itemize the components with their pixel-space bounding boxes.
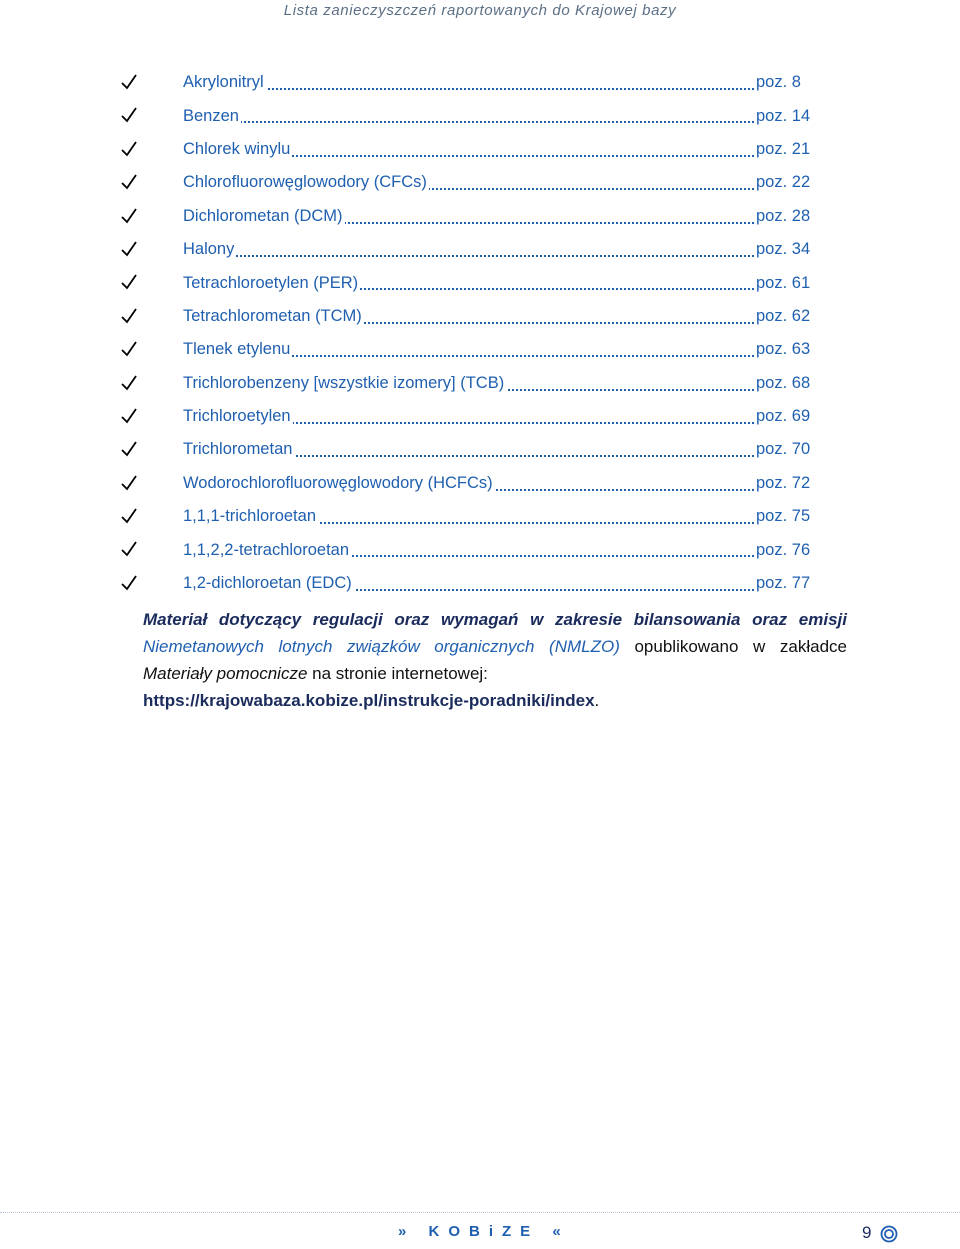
checkmark-icon <box>120 474 138 492</box>
toc-entry-page: poz. 68 <box>756 373 811 392</box>
footer-divider <box>0 1212 960 1213</box>
toc-entry-page: poz. 34 <box>756 240 811 259</box>
kobize-logo-icon <box>880 1225 898 1243</box>
toc-entry[interactable] <box>120 433 820 466</box>
toc-entry-page: poz. 22 <box>756 173 811 192</box>
toc-entry-page: poz. 61 <box>756 273 811 292</box>
checkmark-icon <box>120 507 138 525</box>
toc-leader-dots <box>183 255 758 257</box>
toc-entry[interactable] <box>120 166 820 199</box>
toc-entry[interactable] <box>120 533 820 566</box>
toc-entry-label: Halony <box>183 240 235 259</box>
toc-entry[interactable] <box>120 333 820 366</box>
toc-entry-label: Dichlorometan (DCM) <box>183 206 343 225</box>
toc-entry-page: poz. 70 <box>756 440 811 459</box>
toc-entry-label: 1,1,1-trichloroetan <box>183 507 316 526</box>
checkmark-icon <box>120 307 138 325</box>
checkmark-icon <box>120 407 138 425</box>
toc-list <box>120 66 820 600</box>
toc-entry[interactable] <box>120 266 820 299</box>
note-tab-name: Materiały pomocnicze <box>143 664 308 683</box>
toc-entry[interactable] <box>120 66 820 99</box>
toc-entry-page: poz. 21 <box>756 139 811 158</box>
toc-entry-page: poz. 76 <box>756 540 811 559</box>
toc-entry-label: Trichlorometan <box>183 440 293 459</box>
toc-entry[interactable] <box>120 467 820 500</box>
toc-entry-label: Trichlorobenzeny [wszystkie izomery] (TCB) <box>183 373 505 392</box>
checkmark-icon <box>120 106 138 124</box>
toc-entry-page: poz. 72 <box>756 473 811 492</box>
toc-entry-page: poz. 75 <box>756 507 811 526</box>
checkmark-icon <box>120 374 138 392</box>
info-paragraph <box>143 606 847 714</box>
checkmark-icon <box>120 140 138 158</box>
toc-entry[interactable] <box>120 99 820 132</box>
toc-entry-page: poz. 69 <box>756 407 811 426</box>
toc-entry-label: Akrylonitryl <box>183 73 264 92</box>
toc-entry[interactable] <box>120 233 820 266</box>
checkmark-icon <box>120 574 138 592</box>
toc-entry-label: Tlenek etylenu <box>183 340 291 359</box>
page-number: 9 <box>862 1223 872 1242</box>
toc-entry-label: Chlorek winylu <box>183 139 291 158</box>
note-text-end: na stronie internetowej: <box>307 664 488 683</box>
toc-entry[interactable] <box>120 567 820 600</box>
toc-leader-dots <box>183 121 758 123</box>
toc-entry-page: poz. 63 <box>756 340 811 359</box>
checkmark-icon <box>120 173 138 191</box>
toc-entry-page: poz. 77 <box>756 574 811 593</box>
toc-entry-label: Chlorofluorowęglowodory (CFCs) <box>183 173 427 192</box>
checkmark-icon <box>120 273 138 291</box>
toc-entry-label: 1,1,2,2-tetrachloroetan <box>183 540 350 559</box>
note-period: . <box>594 691 600 710</box>
toc-entry-page: poz. 8 <box>756 73 801 92</box>
checkmark-icon <box>120 440 138 458</box>
toc-entry[interactable] <box>120 400 820 433</box>
toc-entry-page: poz. 62 <box>756 306 811 325</box>
toc-entry[interactable] <box>120 500 820 533</box>
toc-entry-page: poz. 28 <box>756 206 811 225</box>
page-header: Lista zanieczyszczeń raportowanych do Krajowej bazy <box>283 2 677 19</box>
toc-entry[interactable] <box>120 133 820 166</box>
toc-entry[interactable] <box>120 300 820 333</box>
note-text: opublikowano w zakładce <box>619 637 847 656</box>
toc-entry-page: poz. 14 <box>756 106 811 125</box>
toc-entry[interactable] <box>120 367 820 400</box>
toc-entry-label: Tetrachlorometan (TCM) <box>183 306 362 325</box>
note-nmlzo: Niemetanowych lotnych związków organicznych (NMLZO) <box>143 637 620 656</box>
checkmark-icon <box>120 73 138 91</box>
toc-entry-label: Wodorochlorofluorowęglowodory (HCFCs) <box>183 473 493 492</box>
toc-entry-label: Trichloroetylen <box>183 407 291 426</box>
checkmark-icon <box>120 340 138 358</box>
toc-entry[interactable] <box>120 200 820 233</box>
toc-leader-dots <box>183 88 758 90</box>
footer-brand: » KOBiZE « <box>398 1223 570 1240</box>
checkmark-icon <box>120 240 138 258</box>
note-intro: Materiał dotyczący regulacji oraz wymagań w zakresie bilansowania oraz emisji <box>143 610 847 629</box>
kobize-link[interactable]: https://krajowabaza.kobize.pl/instrukcje-poradniki/index <box>143 691 595 710</box>
toc-entry-label: 1,2-dichloroetan (EDC) <box>183 574 352 593</box>
toc-entry-label: Benzen <box>183 106 239 125</box>
toc-entry-label: Tetrachloroetylen (PER) <box>183 273 359 292</box>
checkmark-icon <box>120 540 138 558</box>
checkmark-icon <box>120 207 138 225</box>
